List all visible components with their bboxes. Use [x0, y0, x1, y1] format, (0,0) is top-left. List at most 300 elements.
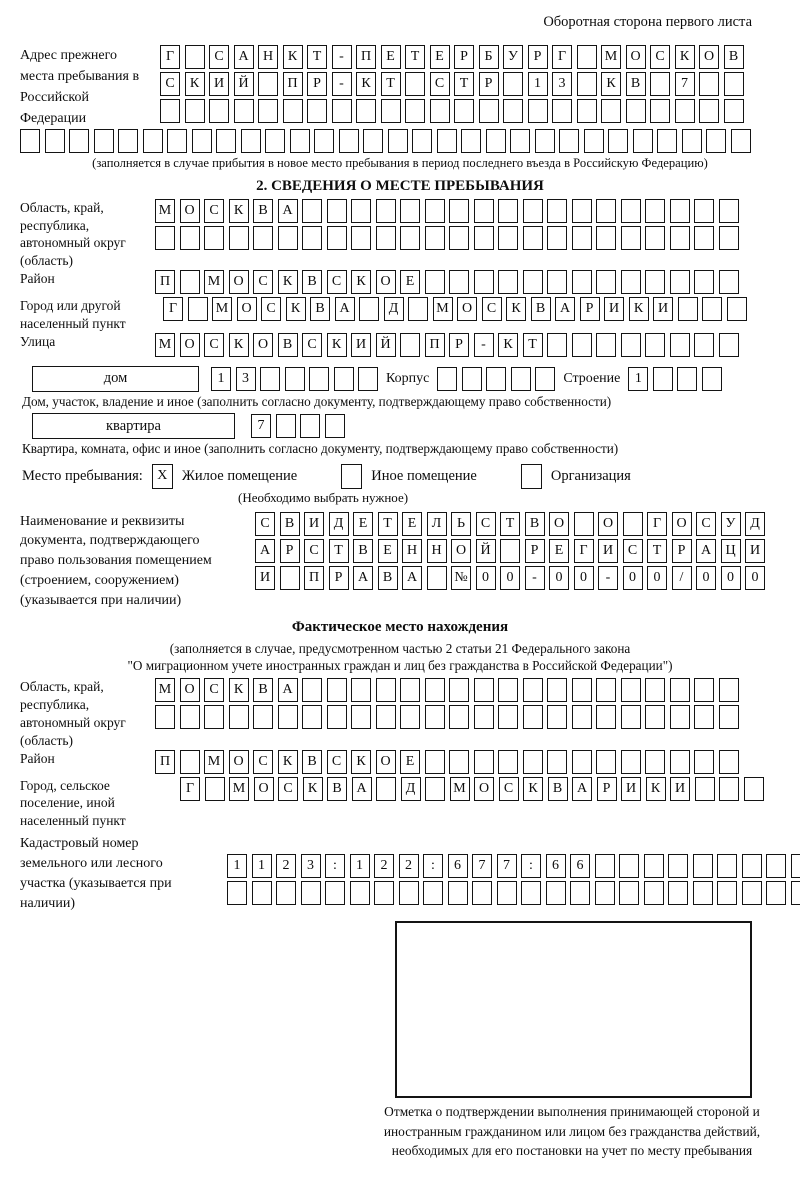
- char-box[interactable]: [486, 129, 506, 153]
- char-box[interactable]: Т: [405, 45, 425, 69]
- char-box[interactable]: [356, 99, 376, 123]
- char-box[interactable]: [626, 99, 646, 123]
- char-box[interactable]: [474, 270, 494, 294]
- char-box[interactable]: К: [229, 678, 249, 702]
- char-box[interactable]: [425, 226, 445, 250]
- char-box[interactable]: 0: [696, 566, 716, 590]
- char-box[interactable]: [427, 566, 447, 590]
- char-box[interactable]: [155, 705, 175, 729]
- char-box[interactable]: [644, 854, 664, 878]
- char-box[interactable]: [185, 45, 205, 69]
- char-box[interactable]: [20, 129, 40, 153]
- char-box[interactable]: [653, 367, 673, 391]
- char-box[interactable]: [523, 270, 543, 294]
- char-box[interactable]: К: [523, 777, 543, 801]
- char-box[interactable]: А: [555, 297, 575, 321]
- char-box[interactable]: Р: [525, 539, 545, 563]
- char-box[interactable]: [528, 99, 548, 123]
- char-box[interactable]: [449, 750, 469, 774]
- char-box[interactable]: [351, 199, 371, 223]
- char-box[interactable]: О: [626, 45, 646, 69]
- char-box[interactable]: О: [237, 297, 257, 321]
- char-box[interactable]: [314, 129, 334, 153]
- char-box[interactable]: [376, 226, 396, 250]
- char-box[interactable]: Т: [647, 539, 667, 563]
- char-box[interactable]: А: [278, 199, 298, 223]
- char-box[interactable]: [695, 777, 715, 801]
- char-box[interactable]: [766, 854, 786, 878]
- char-box[interactable]: [332, 99, 352, 123]
- char-box[interactable]: М: [601, 45, 621, 69]
- char-box[interactable]: К: [351, 270, 371, 294]
- char-box[interactable]: К: [351, 750, 371, 774]
- stamp-area[interactable]: [395, 921, 752, 1098]
- char-box[interactable]: :: [325, 854, 345, 878]
- char-box[interactable]: М: [212, 297, 232, 321]
- char-box[interactable]: [523, 226, 543, 250]
- char-box[interactable]: П: [425, 333, 445, 357]
- char-box[interactable]: [412, 129, 432, 153]
- char-box[interactable]: С: [204, 199, 224, 223]
- char-box[interactable]: [327, 705, 347, 729]
- char-box[interactable]: О: [699, 45, 719, 69]
- char-box[interactable]: О: [180, 678, 200, 702]
- char-box[interactable]: И: [653, 297, 673, 321]
- char-box[interactable]: Й: [234, 72, 254, 96]
- char-box[interactable]: [596, 678, 616, 702]
- char-box[interactable]: Г: [574, 539, 594, 563]
- char-box[interactable]: И: [255, 566, 275, 590]
- char-box[interactable]: [577, 99, 597, 123]
- char-box[interactable]: [535, 129, 555, 153]
- char-box[interactable]: В: [280, 512, 300, 536]
- char-box[interactable]: О: [180, 333, 200, 357]
- char-box[interactable]: [498, 270, 518, 294]
- char-box[interactable]: С: [253, 270, 273, 294]
- char-box[interactable]: 0: [745, 566, 765, 590]
- char-box[interactable]: Е: [549, 539, 569, 563]
- char-box[interactable]: 3: [236, 367, 256, 391]
- char-box[interactable]: 6: [448, 854, 468, 878]
- char-box[interactable]: [724, 72, 744, 96]
- char-box[interactable]: [283, 99, 303, 123]
- char-box[interactable]: С: [204, 678, 224, 702]
- char-box[interactable]: [577, 72, 597, 96]
- char-box[interactable]: С: [327, 750, 347, 774]
- char-box[interactable]: [717, 881, 737, 905]
- char-box[interactable]: [596, 333, 616, 357]
- char-box[interactable]: [351, 226, 371, 250]
- char-box[interactable]: [693, 854, 713, 878]
- char-box[interactable]: Е: [378, 539, 398, 563]
- char-box[interactable]: [702, 367, 722, 391]
- char-box[interactable]: [339, 129, 359, 153]
- char-box[interactable]: [437, 129, 457, 153]
- char-box[interactable]: [334, 367, 354, 391]
- char-box[interactable]: [584, 129, 604, 153]
- char-box[interactable]: [307, 99, 327, 123]
- char-box[interactable]: [430, 99, 450, 123]
- char-box[interactable]: [309, 367, 329, 391]
- char-box[interactable]: [400, 333, 420, 357]
- char-box[interactable]: [405, 99, 425, 123]
- char-box[interactable]: [474, 678, 494, 702]
- char-box[interactable]: [325, 881, 345, 905]
- char-box[interactable]: [572, 270, 592, 294]
- char-box[interactable]: Ь: [451, 512, 471, 536]
- char-box[interactable]: О: [376, 750, 396, 774]
- char-box[interactable]: №: [451, 566, 471, 590]
- char-box[interactable]: -: [474, 333, 494, 357]
- char-box[interactable]: С: [430, 72, 450, 96]
- char-box[interactable]: [388, 129, 408, 153]
- char-box[interactable]: [260, 367, 280, 391]
- char-box[interactable]: О: [549, 512, 569, 536]
- char-box[interactable]: [376, 777, 396, 801]
- char-box[interactable]: Е: [381, 45, 401, 69]
- char-box[interactable]: /: [672, 566, 692, 590]
- char-box[interactable]: -: [525, 566, 545, 590]
- char-box[interactable]: [547, 705, 567, 729]
- char-box[interactable]: В: [724, 45, 744, 69]
- char-box[interactable]: [694, 270, 714, 294]
- checkbox-organizatsiya[interactable]: [521, 464, 542, 489]
- char-box[interactable]: С: [253, 750, 273, 774]
- char-box[interactable]: [400, 226, 420, 250]
- char-box[interactable]: В: [327, 777, 347, 801]
- char-box[interactable]: [727, 297, 747, 321]
- char-box[interactable]: П: [283, 72, 303, 96]
- char-box[interactable]: [621, 678, 641, 702]
- char-box[interactable]: [253, 705, 273, 729]
- char-box[interactable]: [670, 333, 690, 357]
- char-box[interactable]: [694, 705, 714, 729]
- char-box[interactable]: [192, 129, 212, 153]
- char-box[interactable]: [633, 129, 653, 153]
- char-box[interactable]: [719, 750, 739, 774]
- char-box[interactable]: Т: [381, 72, 401, 96]
- char-box[interactable]: [327, 199, 347, 223]
- char-box[interactable]: [694, 199, 714, 223]
- char-box[interactable]: [425, 750, 445, 774]
- char-box[interactable]: [205, 777, 225, 801]
- char-box[interactable]: 0: [623, 566, 643, 590]
- char-box[interactable]: В: [378, 566, 398, 590]
- char-box[interactable]: [425, 705, 445, 729]
- char-box[interactable]: [719, 226, 739, 250]
- char-box[interactable]: 2: [374, 854, 394, 878]
- char-box[interactable]: 0: [574, 566, 594, 590]
- char-box[interactable]: Г: [647, 512, 667, 536]
- char-box[interactable]: [160, 99, 180, 123]
- char-box[interactable]: А: [335, 297, 355, 321]
- char-box[interactable]: [118, 129, 138, 153]
- char-box[interactable]: [694, 226, 714, 250]
- char-box[interactable]: [670, 750, 690, 774]
- char-box[interactable]: [572, 705, 592, 729]
- char-box[interactable]: Т: [378, 512, 398, 536]
- char-box[interactable]: Й: [376, 333, 396, 357]
- char-box[interactable]: Е: [353, 512, 373, 536]
- char-box[interactable]: В: [302, 750, 322, 774]
- char-box[interactable]: Д: [384, 297, 404, 321]
- char-box[interactable]: [719, 333, 739, 357]
- char-box[interactable]: [498, 705, 518, 729]
- char-box[interactable]: [694, 750, 714, 774]
- char-box[interactable]: [645, 678, 665, 702]
- char-box[interactable]: 6: [570, 854, 590, 878]
- char-box[interactable]: К: [283, 45, 303, 69]
- char-box[interactable]: [719, 777, 739, 801]
- char-box[interactable]: [645, 333, 665, 357]
- char-box[interactable]: [497, 881, 517, 905]
- char-box[interactable]: О: [254, 777, 274, 801]
- char-box[interactable]: М: [204, 270, 224, 294]
- char-box[interactable]: [229, 226, 249, 250]
- char-box[interactable]: [229, 705, 249, 729]
- char-box[interactable]: А: [234, 45, 254, 69]
- char-box[interactable]: [280, 566, 300, 590]
- char-box[interactable]: [668, 854, 688, 878]
- char-box[interactable]: [619, 881, 639, 905]
- char-box[interactable]: [717, 854, 737, 878]
- char-box[interactable]: [572, 226, 592, 250]
- char-box[interactable]: [301, 881, 321, 905]
- char-box[interactable]: [719, 705, 739, 729]
- char-box[interactable]: О: [451, 539, 471, 563]
- char-box[interactable]: И: [745, 539, 765, 563]
- char-box[interactable]: [791, 881, 800, 905]
- char-box[interactable]: [742, 881, 762, 905]
- char-box[interactable]: [302, 705, 322, 729]
- char-box[interactable]: Р: [329, 566, 349, 590]
- char-box[interactable]: [400, 705, 420, 729]
- char-box[interactable]: [650, 99, 670, 123]
- char-box[interactable]: [523, 750, 543, 774]
- char-box[interactable]: [400, 199, 420, 223]
- char-box[interactable]: [94, 129, 114, 153]
- char-box[interactable]: 2: [276, 854, 296, 878]
- char-box[interactable]: [69, 129, 89, 153]
- char-box[interactable]: У: [503, 45, 523, 69]
- char-box[interactable]: [547, 270, 567, 294]
- char-box[interactable]: 0: [647, 566, 667, 590]
- char-box[interactable]: Р: [479, 72, 499, 96]
- char-box[interactable]: Р: [597, 777, 617, 801]
- char-box[interactable]: [209, 99, 229, 123]
- char-box[interactable]: М: [204, 750, 224, 774]
- char-box[interactable]: В: [626, 72, 646, 96]
- char-box[interactable]: [644, 881, 664, 905]
- char-box[interactable]: С: [696, 512, 716, 536]
- char-box[interactable]: [276, 414, 296, 438]
- char-box[interactable]: [351, 705, 371, 729]
- char-box[interactable]: [670, 199, 690, 223]
- char-box[interactable]: [596, 199, 616, 223]
- char-box[interactable]: [290, 129, 310, 153]
- char-box[interactable]: [675, 99, 695, 123]
- char-box[interactable]: О: [253, 333, 273, 357]
- char-box[interactable]: [702, 297, 722, 321]
- char-box[interactable]: [574, 512, 594, 536]
- char-box[interactable]: [596, 226, 616, 250]
- char-box[interactable]: Д: [401, 777, 421, 801]
- char-box[interactable]: [265, 129, 285, 153]
- char-box[interactable]: 3: [301, 854, 321, 878]
- char-box[interactable]: Б: [479, 45, 499, 69]
- char-box[interactable]: [204, 226, 224, 250]
- char-box[interactable]: [327, 678, 347, 702]
- char-box[interactable]: С: [278, 777, 298, 801]
- char-box[interactable]: [645, 705, 665, 729]
- char-box[interactable]: Г: [160, 45, 180, 69]
- char-box[interactable]: Е: [430, 45, 450, 69]
- char-box[interactable]: :: [521, 854, 541, 878]
- char-box[interactable]: А: [255, 539, 275, 563]
- char-box[interactable]: К: [278, 270, 298, 294]
- char-box[interactable]: А: [402, 566, 422, 590]
- char-box[interactable]: Д: [745, 512, 765, 536]
- char-box[interactable]: [253, 226, 273, 250]
- char-box[interactable]: С: [623, 539, 643, 563]
- char-box[interactable]: К: [506, 297, 526, 321]
- char-box[interactable]: [657, 129, 677, 153]
- char-box[interactable]: С: [327, 270, 347, 294]
- char-box[interactable]: [180, 750, 200, 774]
- char-box[interactable]: 7: [251, 414, 271, 438]
- char-box[interactable]: И: [621, 777, 641, 801]
- char-box[interactable]: Р: [307, 72, 327, 96]
- char-box[interactable]: [276, 881, 296, 905]
- char-box[interactable]: [449, 226, 469, 250]
- char-box[interactable]: О: [229, 750, 249, 774]
- char-box[interactable]: С: [304, 539, 324, 563]
- char-box[interactable]: И: [209, 72, 229, 96]
- char-box[interactable]: [570, 881, 590, 905]
- char-box[interactable]: [670, 678, 690, 702]
- char-box[interactable]: [227, 881, 247, 905]
- char-box[interactable]: К: [278, 750, 298, 774]
- char-box[interactable]: К: [356, 72, 376, 96]
- char-box[interactable]: С: [160, 72, 180, 96]
- char-box[interactable]: О: [474, 777, 494, 801]
- char-box[interactable]: А: [352, 777, 372, 801]
- char-box[interactable]: [572, 678, 592, 702]
- char-box[interactable]: [677, 367, 697, 391]
- char-box[interactable]: 0: [549, 566, 569, 590]
- char-box[interactable]: Т: [329, 539, 349, 563]
- char-box[interactable]: [216, 129, 236, 153]
- char-box[interactable]: О: [598, 512, 618, 536]
- char-box[interactable]: Р: [580, 297, 600, 321]
- char-box[interactable]: [670, 226, 690, 250]
- char-box[interactable]: [155, 226, 175, 250]
- char-box[interactable]: [474, 199, 494, 223]
- char-box[interactable]: [621, 270, 641, 294]
- char-box[interactable]: [547, 750, 567, 774]
- char-box[interactable]: А: [278, 678, 298, 702]
- char-box[interactable]: Ц: [721, 539, 741, 563]
- char-box[interactable]: [278, 226, 298, 250]
- char-box[interactable]: П: [304, 566, 324, 590]
- char-box[interactable]: [547, 333, 567, 357]
- char-box[interactable]: [479, 99, 499, 123]
- char-box[interactable]: [510, 129, 530, 153]
- char-box[interactable]: 2: [399, 854, 419, 878]
- char-box[interactable]: М: [229, 777, 249, 801]
- char-box[interactable]: [234, 99, 254, 123]
- char-box[interactable]: [45, 129, 65, 153]
- char-box[interactable]: [400, 678, 420, 702]
- char-box[interactable]: [302, 678, 322, 702]
- char-box[interactable]: Т: [500, 512, 520, 536]
- char-box[interactable]: А: [696, 539, 716, 563]
- char-box[interactable]: Е: [402, 512, 422, 536]
- char-box[interactable]: [694, 678, 714, 702]
- char-box[interactable]: 1: [350, 854, 370, 878]
- char-box[interactable]: [682, 129, 702, 153]
- char-box[interactable]: [425, 678, 445, 702]
- char-box[interactable]: 0: [476, 566, 496, 590]
- char-box[interactable]: [595, 854, 615, 878]
- char-box[interactable]: К: [646, 777, 666, 801]
- char-box[interactable]: [185, 99, 205, 123]
- char-box[interactable]: И: [351, 333, 371, 357]
- char-box[interactable]: [645, 270, 665, 294]
- char-box[interactable]: [511, 367, 531, 391]
- char-box[interactable]: [327, 226, 347, 250]
- char-box[interactable]: [472, 881, 492, 905]
- char-box[interactable]: [719, 270, 739, 294]
- checkbox-inoe[interactable]: [341, 464, 362, 489]
- char-box[interactable]: [300, 414, 320, 438]
- char-box[interactable]: К: [601, 72, 621, 96]
- char-box[interactable]: [180, 270, 200, 294]
- char-box[interactable]: [623, 512, 643, 536]
- char-box[interactable]: В: [302, 270, 322, 294]
- char-box[interactable]: [454, 99, 474, 123]
- char-box[interactable]: [381, 99, 401, 123]
- char-box[interactable]: [351, 678, 371, 702]
- char-box[interactable]: [399, 881, 419, 905]
- char-box[interactable]: [621, 705, 641, 729]
- char-box[interactable]: [559, 129, 579, 153]
- char-box[interactable]: [258, 99, 278, 123]
- char-box[interactable]: К: [498, 333, 518, 357]
- char-box[interactable]: Т: [307, 45, 327, 69]
- char-box[interactable]: [474, 705, 494, 729]
- char-box[interactable]: [670, 270, 690, 294]
- char-box[interactable]: Т: [454, 72, 474, 96]
- char-box[interactable]: К: [303, 777, 323, 801]
- char-box[interactable]: [425, 199, 445, 223]
- char-box[interactable]: [699, 72, 719, 96]
- char-box[interactable]: В: [525, 512, 545, 536]
- char-box[interactable]: О: [376, 270, 396, 294]
- char-box[interactable]: Н: [402, 539, 422, 563]
- char-box[interactable]: [461, 129, 481, 153]
- char-box[interactable]: О: [457, 297, 477, 321]
- char-box[interactable]: [498, 226, 518, 250]
- char-box[interactable]: С: [261, 297, 281, 321]
- char-box[interactable]: Й: [476, 539, 496, 563]
- char-box[interactable]: [359, 297, 379, 321]
- char-box[interactable]: [302, 226, 322, 250]
- char-box[interactable]: Г: [552, 45, 572, 69]
- char-box[interactable]: К: [229, 333, 249, 357]
- char-box[interactable]: 7: [472, 854, 492, 878]
- char-box[interactable]: К: [185, 72, 205, 96]
